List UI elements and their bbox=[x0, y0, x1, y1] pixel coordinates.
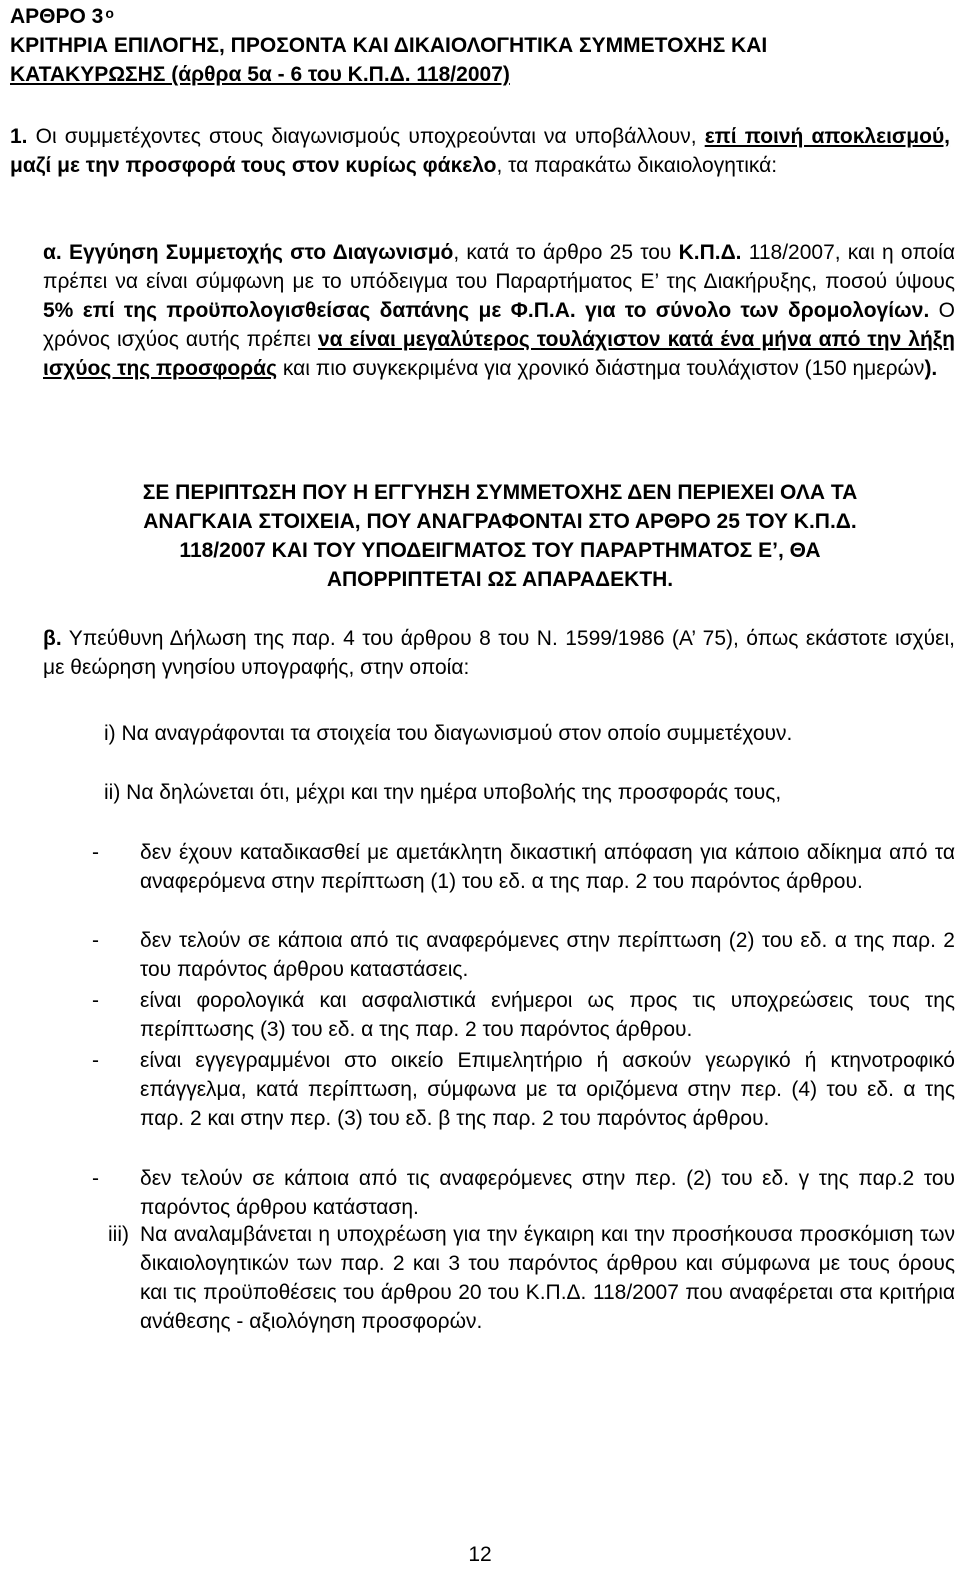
emphasis-underlined: επί ποινή αποκλεισμού, bbox=[704, 125, 951, 148]
subitem-ii: ii) Να δηλώνεται ότι, μέχρι και την ημέρα υποβολής της προσφοράς τους, bbox=[104, 781, 782, 804]
bullet-dash: - bbox=[92, 929, 99, 952]
article-title-line1: ΚΡΙΤΗΡΙΑ ΕΠΙΛΟΓΗΣ, ΠΡΟΣΟΝΤΑ ΚΑΙ ΔΙΚΑΙΟΛΟΓΗΤΙΚΑ ΣΥΜΜΕΤΟΧΗΣ ΚΑΙ bbox=[10, 34, 768, 57]
item-a-guarantee bbox=[43, 238, 955, 383]
article-superscript: ο bbox=[105, 5, 114, 21]
item-text: Ο χρόνος ισχύος αυτής πρέπει bbox=[43, 299, 955, 351]
article-number: ΑΡΘΡΟ 3 bbox=[10, 5, 104, 28]
subitem-iii: Να αναλαμβάνεται η υποχρέωση για την έγκαιρη και την προσήκουσα προσκόμιση των δικαιολογητικών των παρ. 2 και 3 του παρόντος άρθρου και σύμφωνα με τους όρους και τις προϋποθέσεις του άρθρου 20 του Κ.Π.Δ. 118/2007 που αναφέρεται στα κριτήρια ανάθεσης - αξιολόγηση προσφορών. bbox=[140, 1223, 955, 1333]
bullet-dash: - bbox=[92, 841, 99, 864]
subitem-iii-label: iii) bbox=[108, 1223, 129, 1246]
page-number: 12 bbox=[468, 1543, 492, 1566]
warning-line: ΑΠΟΡΡΙΠΤΕΤΑΙ ΩΣ ΑΠΑΡΑΔΕΚΤΗ. bbox=[326, 568, 674, 591]
bullet-dash: - bbox=[92, 989, 99, 1012]
item-underlined: να είναι μεγαλύτερος τουλάχιστον κατά ένα μήνα από την λήξη ισχύος της προσφοράς bbox=[43, 328, 955, 380]
item-b-declaration bbox=[43, 624, 955, 682]
item-text: 118/2007, και η οποία πρέπει να είναι σύμφωνη με το υπόδειγμα του Παραρτήματος Ε’ της Διακήρυξης, ποσού ύψους bbox=[43, 241, 955, 293]
warning-block bbox=[40, 478, 960, 594]
emphasis-bold: μαζί με την προσφορά τους στον κυρίως φάκελο bbox=[10, 154, 497, 177]
paragraph-text: Οι συμμετέχοντες στους διαγωνισμούς υποχρεούνται να υποβάλλουν, bbox=[27, 125, 705, 148]
paragraph-number: 1. bbox=[10, 125, 28, 148]
warning-line: 118/2007 ΚΑΙ ΤΟΥ ΥΠΟΔΕΙΓΜΑΤΟΣ ΤΟΥ ΠΑΡΑΡΤΗΜΑΤΟΣ Ε’, ΘΑ bbox=[179, 539, 821, 562]
warning-line: ΣΕ ΠΕΡΙΠΤΩΣΗ ΠΟΥ Η ΕΓΓΥΗΣΗ ΣΥΜΜΕΤΟΧΗΣ ΔΕΝ ΠΕΡΙΕΧΕΙ ΟΛΑ ΤΑ bbox=[142, 481, 858, 504]
subitem-i: i) Να αναγράφονται τα στοιχεία του διαγωνισμού στον οποίο συμμετέχουν. bbox=[104, 722, 793, 745]
bullet-item: είναι εγγεγραμμένοι στο οικείο Επιμελητήριο ή ασκούν γεωργικό ή κτηνοτροφικό επάγγελμα, κατά περίπτωση, σύμφωνα με τα οριζόμενα στην περ. (4) του εδ. α της παρ. 2 και στην περ. (3) του εδ. β της παρ. 2 του παρόντος άρθρου. bbox=[140, 1049, 955, 1130]
item-text: και πιο συγκεκριμένα για χρονικό διάστημα τουλάχιστον (150 ημερών bbox=[276, 357, 925, 380]
item-bold: ). bbox=[924, 357, 938, 380]
paragraph-text: , τα παρακάτω δικαιολογητικά: bbox=[496, 154, 778, 177]
bullet-dash: - bbox=[92, 1049, 99, 1072]
bullet-item: δεν έχουν καταδικασθεί με αμετάκλητη δικαστική απόφαση για κάποιο αδίκημα από τα αναφερόμενα στην περίπτωση (1) του εδ. α της παρ. 2 του παρόντος άρθρου. bbox=[140, 841, 955, 893]
bullet-item: δεν τελούν σε κάποια από τις αναφερόμενες στην περίπτωση (2) του εδ. α της παρ. 2 του παρόντος άρθρου καταστάσεις. bbox=[140, 929, 955, 981]
article-title-line2: ΚΑΤΑΚΥΡΩΣΗΣ (άρθρα 5α - 6 του Κ.Π.Δ. 118/2007) bbox=[10, 63, 510, 86]
item-label: β. bbox=[43, 627, 62, 650]
bullet-dash: - bbox=[92, 1167, 99, 1190]
item-title: Εγγύηση Συμμετοχής στο Διαγωνισμό bbox=[61, 241, 454, 264]
bullet-item: είναι φορολογικά και ασφαλιστικά ενήμεροι ως προς τις υποχρεώσεις τους της περίπτωσης (3) του εδ. α της παρ. 2 του παρόντος άρθρου. bbox=[140, 989, 955, 1041]
bullet-item: δεν τελούν σε κάποια από τις αναφερόμενες στην περ. (2) του εδ. γ της παρ.2 του παρόντος άρθρου κατάσταση. bbox=[140, 1167, 955, 1219]
item-bold: 5% επί της προϋπολογισθείσας δαπάνης με Φ.Π.Α. για το σύνολο των δρομολογίων. bbox=[43, 299, 930, 322]
item-text: , κατά το άρθρο 25 του bbox=[453, 241, 679, 264]
item-label: α. bbox=[43, 241, 62, 264]
warning-line: ΑΝΑΓΚΑΙΑ ΣΤΟΙΧΕΙΑ, ΠΟΥ ΑΝΑΓΡΑΦΟΝΤΑΙ ΣΤΟ ΑΡΘΡΟ 25 ΤΟΥ Κ.Π.Δ. bbox=[143, 510, 857, 533]
paragraph-1 bbox=[10, 122, 950, 180]
item-text: Υπεύθυνη Δήλωση της παρ. 4 του άρθρου 8 του Ν. 1599/1986 (Α’ 75), όπως εκάστοτε ισχύει, με θεώρηση γνησίου υπογραφής, στην οποία: bbox=[43, 627, 955, 679]
item-bold: Κ.Π.Δ. bbox=[678, 241, 742, 264]
article-heading bbox=[10, 2, 950, 31]
